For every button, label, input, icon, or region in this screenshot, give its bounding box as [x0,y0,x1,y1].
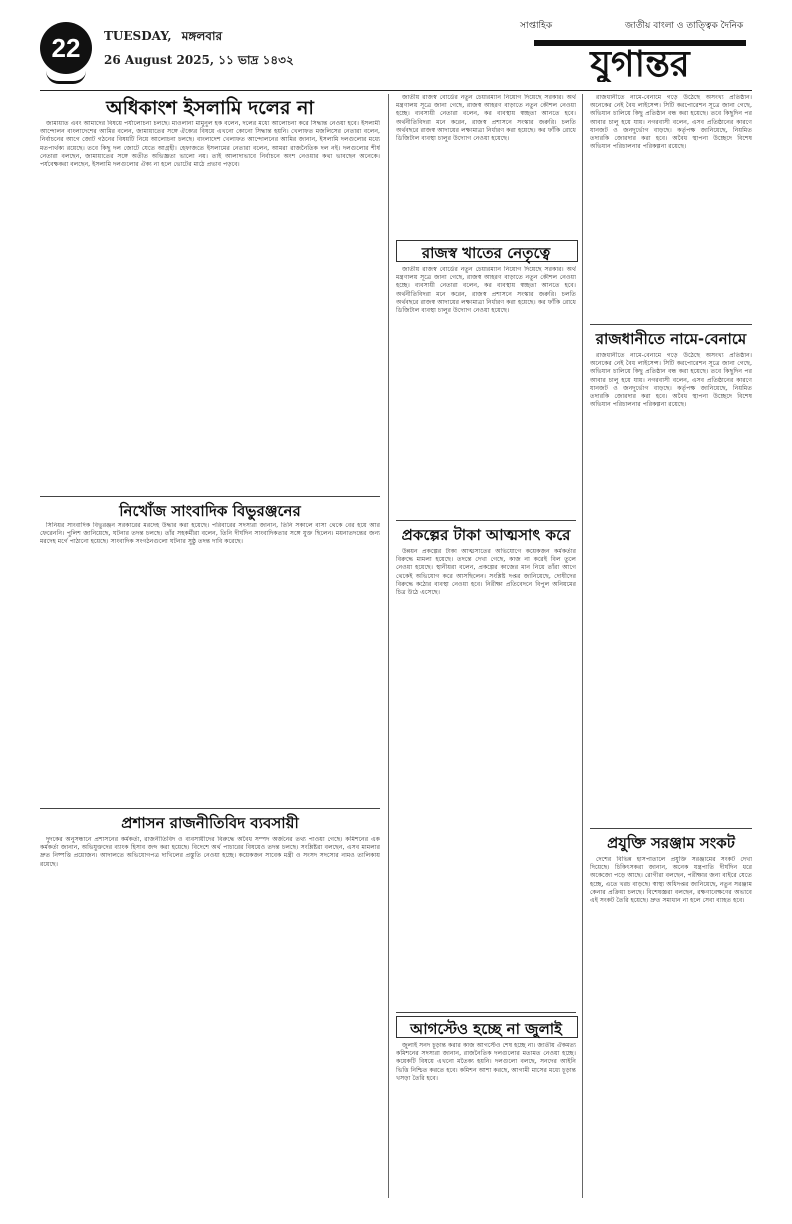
tag-left: সাপ্তাহিক [520,21,553,31]
article-body: জুলাই সনদ চূড়ান্ত করার কাজ আগস্টেও শেষ হচ্ছে না। জাতীয় ঐকমত্য কমিশনের সদস্যরা জানান, রাজনৈতিক দলগুলোর মতামত নেওয়া হচ্ছে। কয়েকটি বিষয়ে এখনো মতৈক্য হয়নি। দলগুলো বলছে, সনদের আইনি ভিত্তি নিশ্চিত করতে হবে। কমিশন আশা করছে, আগামী মাসের মধ্যে চূড়ান্ত খসড়া তৈরি হবে। [396,1042,576,1082]
newspaper-logo [530,30,750,82]
column-divider [388,94,389,1198]
article-body: জামায়াত এবং আমাদের বিষয়ে পর্যালোচনা চলছে। মাওলানা মামুনুল হক বলেন, দলের মধ্যে আলোচনা করে সিদ্ধান্ত নেওয়া হবে। ইসলামী আন্দোলন বাংলাদেশের আমির বলেন, জামায়াতের সঙ্গে ঐক্যের বিষয়ে এখনো কোনো সিদ্ধান্ত হয়নি। খেলাফত মজলিসের নেতারা বলেন, নির্বাচনের আগে জোট গঠনের বিষয়টি নিয়ে আলোচনা চলছে। বাংলাদেশ খেলাফত আন্দোলনের আমির জানান, ইসলামি দলগুলোর মধ্যে মতপার্থক্য রয়েছে। তবে কিছু দল জোটে যেতে আগ্রহী। হেফাজতে ইসলামের নেতারা বলেন, আমরা রাজনৈতিক দল নই। দলগুলোর শীর্ষ নেতারা বলছেন, জামায়াতের সঙ্গে অতীত অভিজ্ঞতা ভালো নয়। তাই আলাদাভাবে নির্বাচনে অংশ নেওয়ার কথা ভাবছেন অনেকে। পর্যবেক্ষকরা বলছেন, ইসলামি দলগুলোর ঐক্য না হলে ভোটের মাঠে প্রভাব পড়বে। [40,120,380,169]
article-continued [396,94,576,234]
article-body: জাতীয় রাজস্ব বোর্ডের নতুন চেয়ারম্যান নিয়োগ দিয়েছে সরকার। অর্থ মন্ত্রণালয় সূত্রে জানা গেছে, রাজস্ব আহরণ বাড়াতে নতুন কৌশল নেওয়া হচ্ছে। ব্যবসায়ী নেতারা বলেন, কর ব্যবস্থায় স্বচ্ছতা আনতে হবে। অর্থনীতিবিদরা মনে করেন, রাজস্ব প্রশাসনে সংস্কার জরুরি। চলতি অর্থবছরে রাজস্ব আদায়ের লক্ষ্যমাত্রা নির্ধারণ করা হয়েছে। কর ফাঁকি রোধে ডিজিটাল ব্যবস্থা চালুর উদ্যোগ নেওয়া হয়েছে। [396,94,576,143]
article-body: দেশের বিভিন্ন হাসপাতালে প্রযুক্তি সরঞ্জামের সংকট দেখা দিয়েছে। চিকিৎসকরা জানান, অনেক যন্ত্রপাতি দীর্ঘদিন ধরে অকেজো পড়ে আছে। রোগীরা বলছেন, পরীক্ষার জন্য বাইরে যেতে হচ্ছে, এতে খরচ বাড়ছে। স্বাস্থ্য অধিদপ্তর জানিয়েছে, নতুন সরঞ্জাম কেনার প্রক্রিয়া চলছে। বিশেষজ্ঞরা বলছেন, রক্ষণাবেক্ষণের অভাবে এই সংকট তৈরি হয়েছে। দ্রুত সমাধান না হলে সেবা ব্যাহত হবে। [590,856,752,905]
day-bn: মঙ্গলবার [181,29,223,43]
article-tech-equipment [590,856,752,1196]
divider [396,520,576,521]
tag-right: জাতীয় বাংলা ও তাত্ত্বিক দৈনিক [625,21,744,31]
logo-text: যুগান্তর [590,44,690,82]
article-body: দুদকের অনুসন্ধানে প্রশাসনের কর্মকর্তা, রাজনীতিবিদ ও ব্যবসায়ীদের বিরুদ্ধে অবৈধ সম্পদ অর্জনের তথ্য পাওয়া গেছে। কমিশনের এক কর্মকর্তা জানান, অভিযুক্তদের ব্যাংক হিসাব জব্দ করা হয়েছে। বিদেশে অর্থ পাচারের বিষয়েও তদন্ত চলছে। সংশ্লিষ্টরা বলছেন, এসব মামলার দ্রুত নিষ্পত্তি প্রয়োজন। আদালতে অভিযোগপত্র দাখিলের প্রস্তুতি নেওয়া হচ্ছে। কয়েকজন সাবেক মন্ত্রী ও সংসদ সদস্যের নামও তালিকায় রয়েছে। [40,836,380,868]
day-en: TUESDAY, [104,29,172,43]
article-continued-right [590,94,752,320]
article-body: রাজধানীতে নামে-বেনামে গড়ে উঠেছে অসংখ্য প্রতিষ্ঠান। অনেকের নেই বৈধ লাইসেন্স। সিটি করপোরেশন সূত্রে জানা গেছে, অভিযান চালিয়ে কিছু প্রতিষ্ঠান বন্ধ করা হয়েছে। তবে কিছুদিন পর আবার চালু হয়ে যায়। নগরবাসী বলেন, এসব প্রতিষ্ঠানের কারণে যানজট ও জনদুর্ভোগ বাড়ছে। কর্তৃপক্ষ জানিয়েছে, নিয়মিত তদারকি জোরদার করা হবে। অবৈধ স্থাপনা উচ্ছেদে বিশেষ অভিযান পরিচালনার পরিকল্পনা রয়েছে। [590,352,752,409]
divider [40,496,380,497]
article-admin-politician [40,836,380,1196]
divider [40,808,380,809]
headline-july-charter: আগস্টেও হচ্ছে না জুলাই [410,1020,562,1038]
page-number: 22 [40,22,92,74]
headline-journalist: নিখোঁজ সাংবাদিক বিভুরঞ্জনের [119,502,301,520]
date: 26 August 2025, ১১ ভাদ্র ১৪৩২ [104,53,294,67]
article-body: সিনিয়র সাংবাদিক বিভুরঞ্জন সরকারের মরদেহ উদ্ধার করা হয়েছে। পরিবারের সদস্যরা জানান, তিনি সকালে বাসা থেকে বের হয়ে আর ফেরেননি। পুলিশ জানিয়েছে, ঘটনার তদন্ত চলছে। তাঁর সহকর্মীরা বলেন, তিনি দীর্ঘদিন সাংবাদিকতার সঙ্গে যুক্ত ছিলেন। ময়নাতদন্তের জন্য মরদেহ মর্গে পাঠানো হয়েছে। সাংবাদিক সংগঠনগুলো ঘটনার সুষ্ঠু তদন্ত দাবি করেছে। [40,522,380,546]
dateline [104,24,294,72]
article-journalist [40,522,380,804]
divider [590,324,752,325]
article-july-charter [396,1042,576,1196]
divider [590,828,752,829]
masthead-rule [40,90,752,91]
article-capital [590,352,752,822]
divider [396,1012,576,1013]
headline-capital: রাজধানীতে নামে-বেনামে [595,330,747,348]
headline-tech-equipment: প্রযুক্তি সরঞ্জাম সংকট [607,834,735,852]
headline-revenue: রাজস্ব খাতের নেতৃত্বে [421,244,551,262]
headline-admin-politician: প্রশাসন রাজনীতিবিদ ব্যবসায়ী [121,814,299,832]
article-body: জাতীয় রাজস্ব বোর্ডের নতুন চেয়ারম্যান নিয়োগ দিয়েছে সরকার। অর্থ মন্ত্রণালয় সূত্রে জানা গেছে, রাজস্ব আহরণ বাড়াতে নতুন কৌশল নেওয়া হচ্ছে। ব্যবসায়ী নেতারা বলেন, কর ব্যবস্থায় স্বচ্ছতা আনতে হবে। অর্থনীতিবিদরা মনে করেন, রাজস্ব প্রশাসনে সংস্কার জরুরি। চলতি অর্থবছরে রাজস্ব আদায়ের লক্ষ্যমাত্রা নির্ধারণ করা হয়েছে। কর ফাঁকি রোধে ডিজিটাল ব্যবস্থা চালুর উদ্যোগ নেওয়া হয়েছে। [396,266,576,315]
article-islamic-parties [40,120,380,492]
article-project-fund [396,548,576,1008]
logo-mark [530,30,750,82]
headline-project-fund: প্রকল্পের টাকা আত্মসাৎ করে [401,526,571,544]
headline-islamic-parties: অধিকাংশ ইসলামি দলের না [106,97,314,119]
article-body: উন্নয়ন প্রকল্পের টাকা আত্মসাতের অভিযোগে কয়েকজন কর্মকর্তার বিরুদ্ধে মামলা হয়েছে। তদন্তে দেখা গেছে, কাজ না করেই বিল তুলে নেওয়া হয়েছে। স্থানীয়রা বলেন, প্রকল্পের কাজের মান নিয়ে তাঁরা আগে থেকেই অভিযোগ করে আসছিলেন। সংশ্লিষ্ট দপ্তর জানিয়েছে, দোষীদের বিরুদ্ধে কঠোর ব্যবস্থা নেওয়া হবে। নিরীক্ষা প্রতিবেদনে বিপুল অনিয়মের চিত্র উঠে এসেছে। [396,548,576,597]
article-body: রাজধানীতে নামে-বেনামে গড়ে উঠেছে অসংখ্য প্রতিষ্ঠান। অনেকের নেই বৈধ লাইসেন্স। সিটি করপোরেশন সূত্রে জানা গেছে, অভিযান চালিয়ে কিছু প্রতিষ্ঠান বন্ধ করা হয়েছে। তবে কিছুদিন পর আবার চালু হয়ে যায়। নগরবাসী বলেন, এসব প্রতিষ্ঠানের কারণে যানজট ও জনদুর্ভোগ বাড়ছে। কর্তৃপক্ষ জানিয়েছে, নিয়মিত তদারকি জোরদার করা হবে। অবৈধ স্থাপনা উচ্ছেদে বিশেষ অভিযান পরিচালনার পরিকল্পনা রয়েছে। [590,94,752,151]
column-divider [582,94,583,1198]
article-revenue [396,266,576,516]
